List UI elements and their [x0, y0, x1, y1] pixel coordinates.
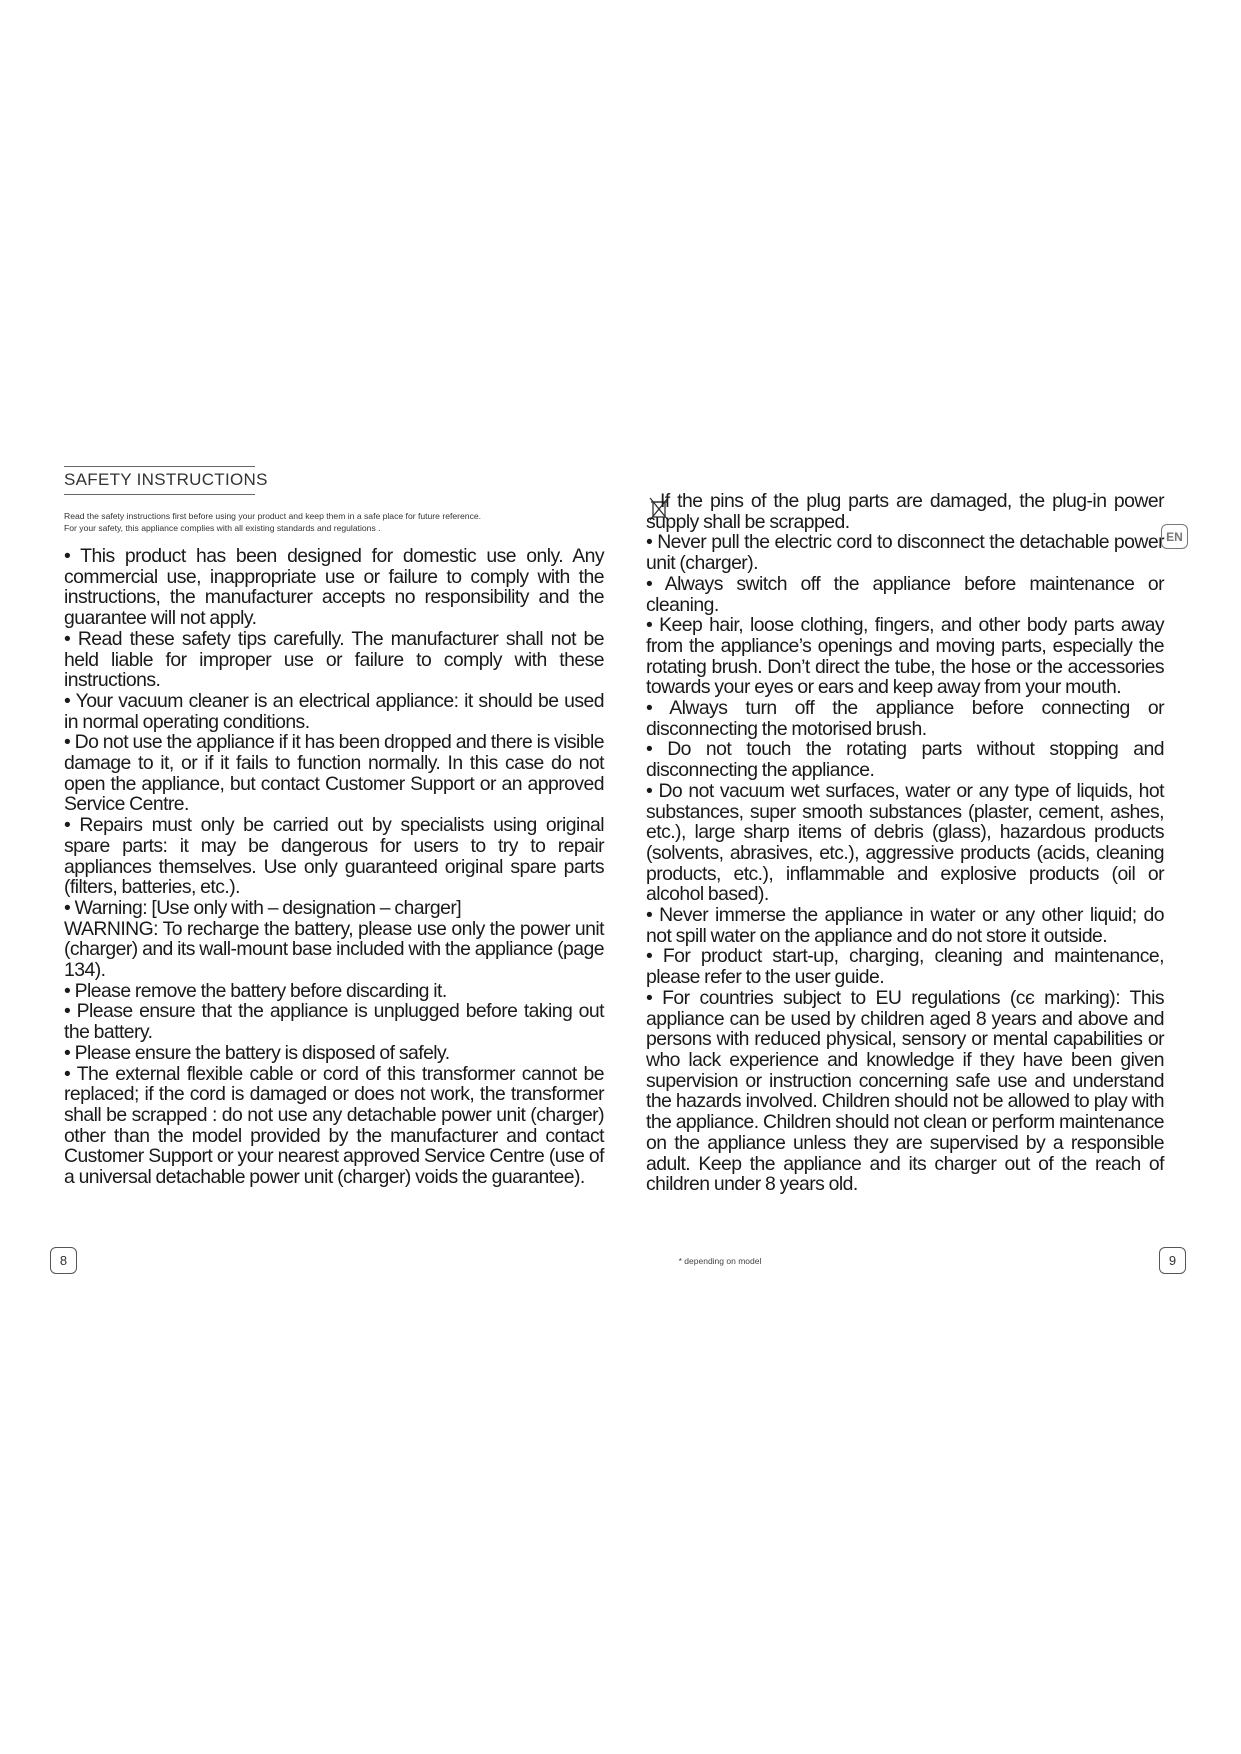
- left-paragraph: • Do not use the appliance if it has been dropped and there is visible damage to it, or if it fails to function normally. In this case do not open the appliance, but contact Customer Support or an approved Service Centre.: [64, 731, 604, 816]
- footnote: * depending on model: [678, 1256, 762, 1266]
- left-paragraph: • Please ensure that the appliance is unplugged before taking out the battery.: [64, 1000, 604, 1044]
- right-paragraph: • Always turn off the appliance before connecting or disconnecting the motorised brush.: [646, 697, 1164, 740]
- left-paragraph: • Please remove the battery before discarding it.: [64, 979, 447, 1002]
- section-title: SAFETY INSTRUCTIONS: [64, 470, 268, 489]
- left-paragraph: • Read these safety tips carefully. The manufacturer shall not be held liable for improper use or failure to comply with these instructions.: [64, 627, 604, 692]
- left-paragraph: • Warning: [Use only with – designation – charger]: [64, 896, 462, 919]
- left-paragraph: • This product has been designed for domestic use only. Any commercial use, inappropriate use or failure to comply with the instructions, the manufacturer accepts no responsibility and the guarantee will not apply.: [64, 545, 604, 630]
- language-badge: EN: [1161, 524, 1188, 549]
- left-column: [64, 546, 604, 1188]
- intro-line-2: For your safety, this appliance complies with all existing standards and regulations .: [64, 523, 381, 533]
- right-paragraph: • Keep hair, loose clothing, fingers, and other body parts away from the appliance’s openings and moving parts, especially the rotating brush. Don’t direct the tube, the hose or the accessories towards your eyes or ears and keep away from your mouth.: [646, 614, 1164, 699]
- right-paragraph: • Never immerse the appliance in water or any other liquid; do not spill water on the appliance and do not store it outside.: [646, 904, 1164, 947]
- title-rule-bottom: [64, 494, 255, 495]
- left-paragraph: • The external flexible cable or cord of this transformer cannot be replaced; if the cord is damaged or does not work, the transformer shall be scrapped : do not use any detachable power unit (charger) other than the model provided by the manufacturer and contact Customer Support or your nearest approved Service Centre (use of a universal detachable power unit (charger) voids the guarantee).: [64, 1062, 604, 1189]
- page-number-right: 9: [1159, 1247, 1186, 1274]
- right-column: [646, 491, 1164, 1195]
- right-paragraph: • Always switch off the appliance before maintenance or cleaning.: [646, 572, 1164, 616]
- right-paragraph: • Do not vacuum wet surfaces, water or any type of liquids, hot substances, super smooth substances (plaster, cement, ashes, etc.), large sharp items of debris (glass), hazardous products (solvents, abrasives, etc.), aggressive products (acids, cleaning products, etc.), inflammable and explosive products (oil or alcohol based).: [646, 779, 1164, 906]
- left-paragraph: • Your vacuum cleaner is an electrical appliance: it should be used in normal operating conditions.: [64, 689, 604, 733]
- page-number-left: 8: [50, 1247, 77, 1274]
- right-paragraph: • For product start-up, charging, cleaning and maintenance, please refer to the user guide.: [646, 945, 1164, 989]
- right-paragraph: If the pins of the plug parts are damaged, the plug-in power supply shall be scrapped.: [646, 490, 1164, 533]
- left-paragraph: • Please ensure the battery is disposed of safely.: [64, 1041, 450, 1064]
- intro-line-1: Read the safety instructions first before using your product and keep them in a safe place for future reference.: [64, 511, 482, 521]
- title-rule-top: [64, 466, 255, 467]
- left-paragraph: • Repairs must only be carried out by specialists using original spare parts: it may be dangerous for users to try to repair appliances themselves. Use only guaranteed original spare parts (filters, batteries, etc.).: [64, 814, 604, 899]
- left-paragraph: WARNING: To recharge the battery, please use only the power unit (charger) and its wall-mount base included with the appliance (page 134).: [64, 917, 604, 982]
- right-paragraph: • Do not touch the rotating parts without stopping and disconnecting the appliance.: [646, 738, 1164, 782]
- right-paragraph: • Never pull the electric cord to disconnect the detachable power unit (charger).: [646, 531, 1164, 575]
- intro-text: [64, 510, 584, 534]
- right-paragraph: • For countries subject to EU regulations (cє marking): This appliance can be used by children aged 8 years and above and persons with reduced physical, sensory or mental capabilities or who lack experience and knowledge if they have been given supervision or instruction concerning safe use and understand the hazards involved. Children should not be allowed to play with the appliance. Children should not clean or perform maintenance on the appliance unless they are supervised by a responsible adult. Keep the appliance and its charger out of the reach of children under 8 years old.: [646, 986, 1164, 1196]
